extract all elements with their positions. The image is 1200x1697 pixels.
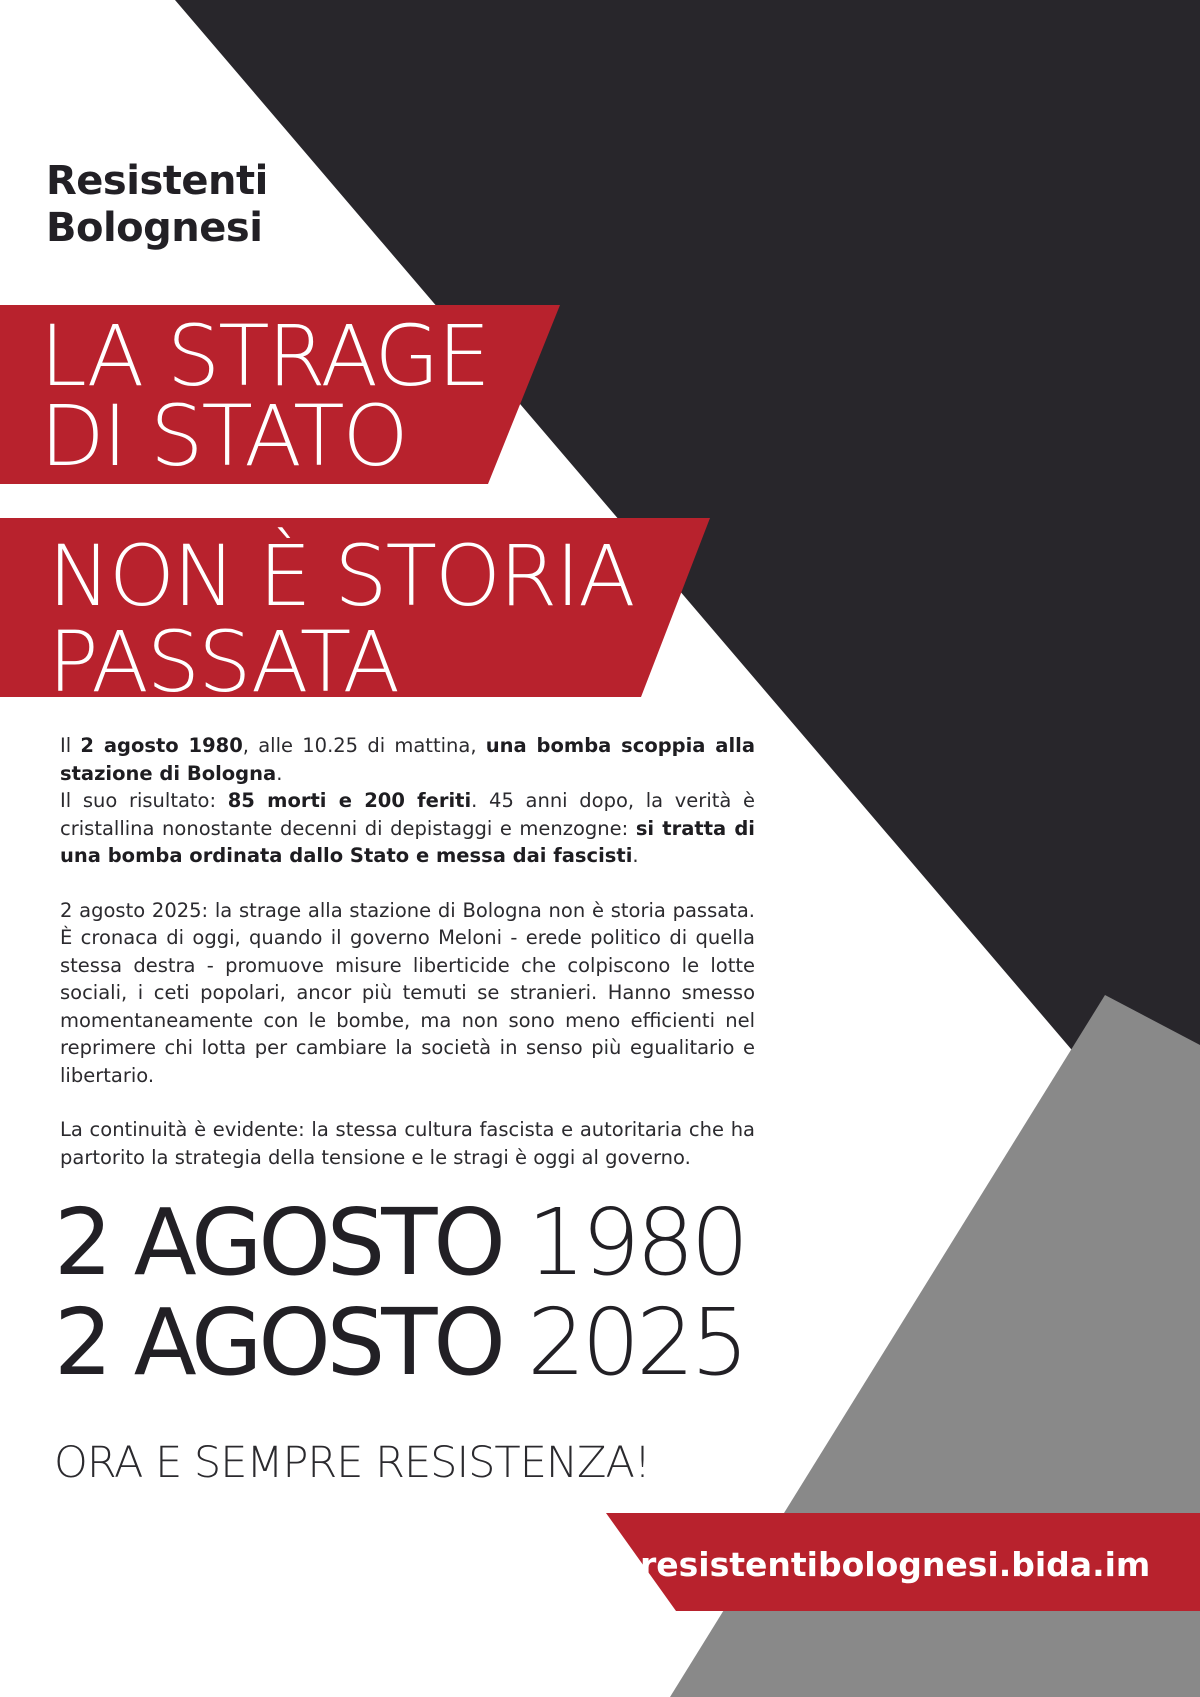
date-1-label: 2 AGOSTO [54, 1189, 502, 1296]
p1-bold-victims: 85 morti e 200 feriti [227, 789, 472, 812]
date-line-2 [54, 1289, 746, 1396]
paragraph-3: La continuità è evidente: la stessa cultura fascista e autoritaria che ha partorito la strategia della tensione e le stragi è oggi al governo. [60, 1118, 755, 1169]
logo [46, 158, 268, 252]
p1-bold-bomb: una bomba scoppia alla stazione di Bologna [60, 734, 755, 785]
body-text [60, 732, 755, 1198]
logo-line-1: Resistenti [46, 158, 268, 204]
headline-1-line-2: DI STATO [40, 387, 407, 485]
dates-block [54, 1189, 746, 1396]
date-2-year: 2025 [527, 1289, 746, 1396]
p1-text-2: , alle 10.25 di mattina, [242, 734, 486, 757]
date-1-year: 1980 [527, 1189, 746, 1296]
p1-bold-truth: si tratta di una bomba ordinata dallo Stato e messa dai fascisti [60, 816, 755, 867]
website-url[interactable]: resistentibolognesi.bida.im [640, 1545, 1151, 1584]
p1-text-3: . [276, 761, 283, 785]
headline-banner-1 [40, 307, 489, 485]
p1-text-1: Il [60, 734, 81, 757]
p1-text-6: . [632, 844, 639, 867]
logo-line-2: Bolognesi [46, 205, 263, 251]
headline-2-line-2: PASSATA [48, 613, 399, 711]
headline-banner-2 [48, 527, 634, 711]
motto: ORA E SEMPRE RESISTENZA! [54, 1438, 651, 1488]
date-line-1 [54, 1189, 746, 1296]
p1-bold-date: 2 agosto 1980 [80, 734, 243, 757]
p1-text-4: Il suo risultato: [60, 789, 228, 812]
headline-2-line-1: NON È STORIA [48, 527, 634, 625]
p1-text-5: . 45 anni dopo, la verità è cristallina nonostante decenni di depistaggi e menzogne: [60, 789, 755, 840]
paragraph-2: 2 agosto 2025: la strage alla stazione di Bologna non è storia passata. È cronaca di oggi, quando il governo Meloni - erede politico di quella stessa destra - promuove misure liberticide che colpiscono le lotte sociali, i ceti popolari, ancor più temuti se stranieri. Hanno smesso momentaneamente con le bombe, ma non sono meno efficienti nel reprimere chi lotta per cambiare la società in senso più egualitario e libertario. [60, 898, 755, 1087]
paragraph-1 [60, 732, 755, 870]
date-2-label: 2 AGOSTO [54, 1289, 502, 1396]
headline-1-line-1: LA STRAGE [40, 307, 489, 405]
